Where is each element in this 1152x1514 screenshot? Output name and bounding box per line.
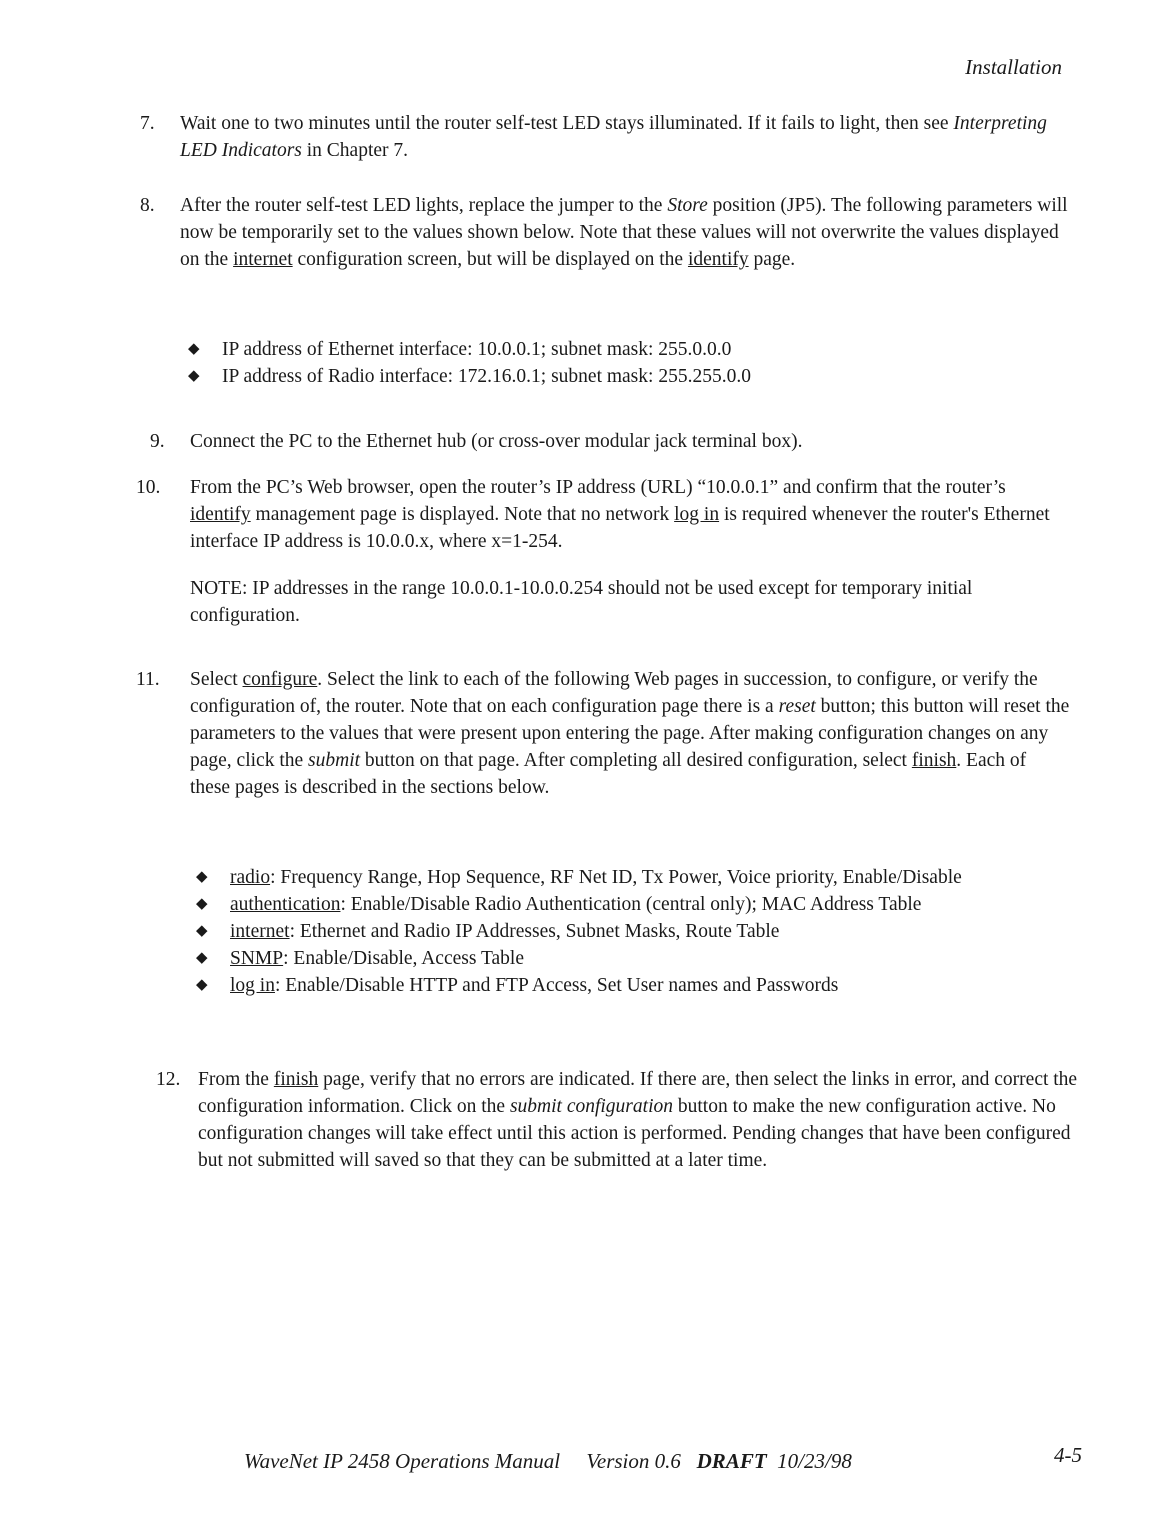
list-item xyxy=(196,891,1056,918)
step-7 xyxy=(140,110,1070,164)
page-footer xyxy=(244,1443,1082,1475)
text-run: button on that page. After completing all desired configuration, select xyxy=(360,750,912,771)
step-number: 10. xyxy=(136,477,161,498)
step-text xyxy=(190,666,1070,801)
note-text: NOTE: IP addresses in the range 10.0.0.1-10.0.0.254 should not be used except for temporary initial configuration. xyxy=(190,578,973,626)
step-number: 11. xyxy=(136,669,160,690)
bullet-text: IP address of Radio interface: 172.16.0.1; subnet mask: 255.255.0.0 xyxy=(222,366,751,387)
diamond-bullet-icon: ◆ xyxy=(196,977,208,993)
page-number: 4-5 xyxy=(1054,1443,1082,1467)
authentication-link[interactable]: authentication xyxy=(230,894,341,915)
bullet-text: IP address of Ethernet interface: 10.0.0.1; subnet mask: 255.0.0.0 xyxy=(222,339,732,360)
chapter-reference: Interpreting LED Indicators xyxy=(180,113,1047,161)
snmp-link[interactable]: SNMP xyxy=(230,948,284,969)
draft-date: 10/23/98 xyxy=(777,1449,852,1473)
list-item xyxy=(188,336,1070,363)
bullet-text: : Enable/Disable Radio Authentication (central only); MAC Address Table xyxy=(340,894,922,915)
diamond-bullet-icon: ◆ xyxy=(188,368,200,384)
step-text xyxy=(180,110,1070,164)
text-run: Wait one to two minutes until the router self-test LED stays illuminated. If it fails to light, then see xyxy=(180,113,954,134)
submit-term: submit xyxy=(308,750,361,771)
step-12 xyxy=(156,1066,1080,1174)
text-run: Select xyxy=(190,669,243,690)
finish-link[interactable]: finish xyxy=(911,750,957,771)
text-run: in Chapter 7. xyxy=(301,140,409,161)
bullet-list xyxy=(188,336,1070,390)
step-8 xyxy=(140,192,1070,273)
diamond-bullet-icon: ◆ xyxy=(196,869,208,885)
bullet-text: : Enable/Disable, Access Table xyxy=(283,948,524,969)
text-run: . Each of these pages is described in the sections below. xyxy=(190,750,1027,798)
text-run: From the xyxy=(198,1069,274,1090)
draft-label: DRAFT xyxy=(696,1449,767,1473)
step-number: 12. xyxy=(156,1069,181,1090)
version-label: Version 0.6 xyxy=(586,1449,681,1473)
reset-term: reset xyxy=(778,696,816,717)
list-item xyxy=(196,918,1056,945)
list-item xyxy=(196,945,1056,972)
identify-link[interactable]: identify xyxy=(190,504,251,525)
text-run: configuration screen, but will be displayed on the xyxy=(292,249,688,270)
identify-link[interactable]: identify xyxy=(687,249,749,270)
text-run: page, verify that no errors are indicated. If there are, then select the links in error, and correct the configuration information. Click on the xyxy=(198,1069,1078,1117)
store-term: Store xyxy=(667,195,708,216)
step-9 xyxy=(150,428,1080,455)
bullet-text: : Enable/Disable HTTP and FTP Access, Set User names and Passwords xyxy=(274,975,839,996)
radio-link[interactable]: radio xyxy=(230,867,271,888)
step-text xyxy=(190,474,1070,555)
text-run: page. xyxy=(748,249,796,270)
list-item xyxy=(196,864,1056,891)
text-run: button to make the new configuration active. No configuration changes will take effect until this action is performed. Pending changes that have been configured but not submitted will saved so that they can be submitted at a later time. xyxy=(198,1096,1071,1171)
log-in-link[interactable]: log in xyxy=(674,504,720,525)
step-11-bullets xyxy=(140,864,1070,999)
text-run: After the router self-test LED lights, replace the jumper to the xyxy=(180,195,668,216)
list-item xyxy=(196,972,1056,999)
running-header: Installation xyxy=(965,55,1062,79)
bullet-text: : Ethernet and Radio IP Addresses, Subnet Masks, Route Table xyxy=(289,921,780,942)
internet-link[interactable]: internet xyxy=(230,921,290,942)
diamond-bullet-icon: ◆ xyxy=(196,896,208,912)
step-number: 9. xyxy=(150,431,165,452)
submit-configuration-term: submit configuration xyxy=(509,1096,673,1117)
internet-link[interactable]: internet xyxy=(233,249,293,270)
text-run: is required whenever the router's Ethernet interface IP address is 10.0.0.x, where x=1-254. xyxy=(190,504,1050,552)
text-run: position (JP5). The following parameters will now be temporarily set to the values shown below. Note that these values will not overwrite the values displayed on the xyxy=(180,195,1068,270)
step-number: 8. xyxy=(140,195,155,216)
text-run: . Select the link to each of the following Web pages in succession, to configure, or verify the configuration of, the router. Note that on each configuration page there is a xyxy=(190,669,1038,717)
diamond-bullet-icon: ◆ xyxy=(196,923,208,939)
text-run: From the PC’s Web browser, open the router’s IP address (URL) “10.0.0.1” and confirm that the router’s xyxy=(190,477,1006,498)
diamond-bullet-icon: ◆ xyxy=(196,950,208,966)
step-10 xyxy=(136,474,1070,629)
bullet-list xyxy=(196,864,1056,999)
text-run: button; this button will reset the parameters to the values that were present upon entering the page. After making configuration changes on any page, click the xyxy=(190,696,1070,771)
step-8-bullets xyxy=(140,336,1070,390)
bullet-text: : Frequency Range, Hop Sequence, RF Net ID, Tx Power, Voice priority, Enable/Disable xyxy=(270,867,962,888)
step-11 xyxy=(136,666,1070,801)
configure-link[interactable]: configure xyxy=(242,669,318,690)
step-text xyxy=(198,1066,1080,1174)
step-number: 7. xyxy=(140,113,155,134)
step-text: Connect the PC to the Ethernet hub (or cross-over modular jack terminal box). xyxy=(190,431,803,452)
finish-link[interactable]: finish xyxy=(273,1069,319,1090)
list-item xyxy=(188,363,1070,390)
step-text xyxy=(180,192,1070,273)
diamond-bullet-icon: ◆ xyxy=(188,341,200,357)
manual-title: WaveNet IP 2458 Operations Manual xyxy=(244,1449,561,1473)
text-run: management page is displayed. Note that no network xyxy=(250,504,675,525)
log-in-link[interactable]: log in xyxy=(230,975,275,996)
